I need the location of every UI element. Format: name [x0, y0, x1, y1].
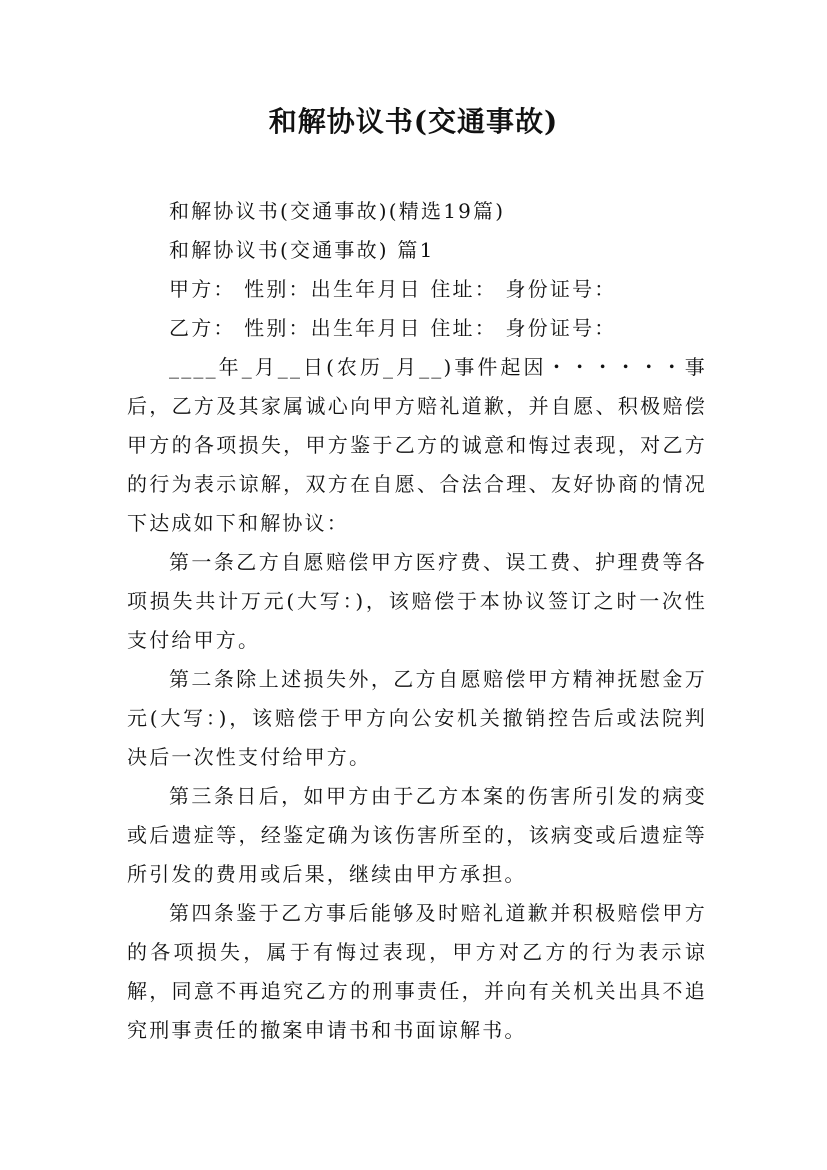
document-title: 和解协议书(交通事故): [268, 105, 559, 138]
paragraph-party-b: 乙方： 性别：出生年月日 住址： 身份证号：: [169, 316, 617, 340]
paragraph-article-4: 第四条鉴于乙方事后能够及时赔礼道歉并积极赔偿甲方的各项损失，属于有悔过表现，甲方对乙方的行为表示谅解，同意不再追究乙方的刑事责任，并向有关机关出具不追究刑事责任的撤案申请书和书面谅解书。: [127, 901, 707, 1042]
document-body: [127, 192, 707, 1050]
paragraph-article-2: 第二条除上述损失外，乙方自愿赔偿甲方精神抚慰金万元(大写：)，该赔偿于甲方向公安机关撤销控告后或法院判决后一次性支付给甲方。: [127, 667, 707, 769]
paragraph-incident: ____年_月__日(农历_月__)事件起因・・・・・・事后，乙方及其家属诚心向甲方赔礼道歉，并自愿、积极赔偿甲方的各项损失，甲方鉴于乙方的诚意和悔过表现，对乙方的行为表示谅解，双方在自愿、合法合理、友好协商的情况下达成如下和解协议：: [127, 355, 707, 535]
paragraph-subtitle: 和解协议书(交通事故)(精选19篇): [169, 199, 506, 223]
paragraph-party-a: 甲方： 性别：出生年月日 住址： 身份证号：: [169, 277, 617, 301]
paragraph-section-heading: 和解协议书(交通事故) 篇1: [169, 238, 435, 262]
paragraph-article-1: 第一条乙方自愿赔偿甲方医疗费、误工费、护理费等各项损失共计万元(大写：)，该赔偿于本协议签订之时一次性支付给甲方。: [127, 550, 707, 652]
paragraph-article-3: 第三条日后，如甲方由于乙方本案的伤害所引发的病变或后遗症等，经鉴定确为该伤害所至的，该病变或后遗症等所引发的费用或后果，继续由甲方承担。: [127, 784, 707, 886]
